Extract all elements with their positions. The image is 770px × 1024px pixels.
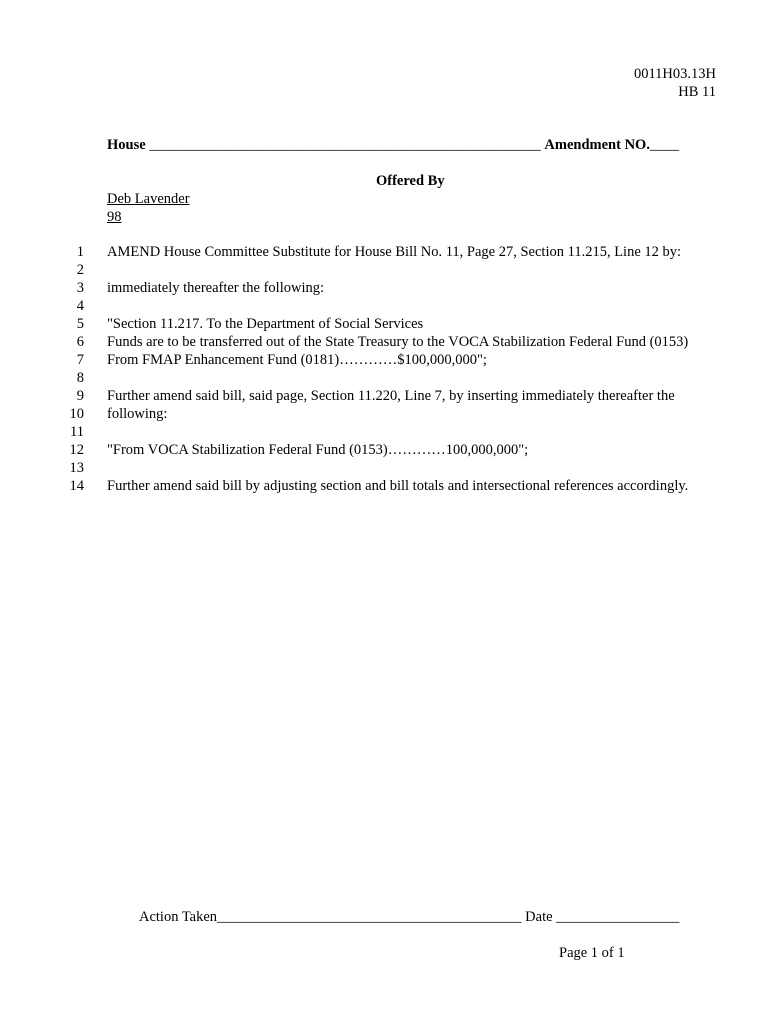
line-text: Further amend said bill by adjusting section and bill totals and intersectional references accordingly. xyxy=(107,478,689,494)
action-taken-line xyxy=(139,908,679,926)
line-number: 12 xyxy=(69,442,84,458)
amendment-line xyxy=(107,136,679,154)
house-blank: ______________________________________________________ xyxy=(149,137,541,153)
sponsor-district: 98 xyxy=(107,209,122,225)
line-number: 7 xyxy=(76,352,84,368)
line-number: 2 xyxy=(76,262,84,278)
bill-number: HB 11 xyxy=(678,84,716,100)
line-text: "Section 11.217. To the Department of Social Services xyxy=(107,316,424,332)
line-text: Further amend said bill, said page, Section 11.220, Line 7, by inserting immediately thereafter the xyxy=(107,388,675,404)
line-number: 13 xyxy=(69,460,84,476)
action-taken-blank: __________________________________________ xyxy=(217,909,522,925)
line-number: 9 xyxy=(76,388,84,404)
offered-by-label: Offered By xyxy=(376,173,445,189)
line-number: 10 xyxy=(69,406,84,422)
line-number: 6 xyxy=(76,334,84,350)
date-blank: _________________ xyxy=(556,909,680,925)
page-number: Page 1 of 1 xyxy=(559,945,625,961)
line-number: 5 xyxy=(76,316,84,332)
action-taken-label: Action Taken xyxy=(139,909,218,925)
line-number: 11 xyxy=(70,424,84,440)
document-id: 0011H03.13H xyxy=(633,66,716,82)
line-text: immediately thereafter the following: xyxy=(107,280,325,296)
line-text: "From VOCA Stabilization Federal Fund (0153)…………100,000,000"; xyxy=(107,442,529,458)
line-text: following: xyxy=(107,406,168,422)
line-number: 3 xyxy=(76,280,84,296)
amendment-number-blank: ____ xyxy=(649,137,679,153)
amendment-number-label: Amendment NO. xyxy=(544,137,650,153)
line-number: 8 xyxy=(76,370,84,386)
line-number: 14 xyxy=(69,478,84,494)
house-label: House xyxy=(107,137,146,153)
sponsor-name: Deb Lavender xyxy=(107,191,190,207)
line-text: Funds are to be transferred out of the State Treasury to the VOCA Stabilization Federal Fund (0153) xyxy=(107,334,689,350)
line-number: 1 xyxy=(76,244,84,260)
line-text: From FMAP Enhancement Fund (0181)…………$100,000,000"; xyxy=(107,352,487,368)
date-label: Date xyxy=(525,909,553,925)
line-number: 4 xyxy=(76,298,84,314)
line-text: AMEND House Committee Substitute for House Bill No. 11, Page 27, Section 11.215, Line 12 by: xyxy=(107,244,682,260)
